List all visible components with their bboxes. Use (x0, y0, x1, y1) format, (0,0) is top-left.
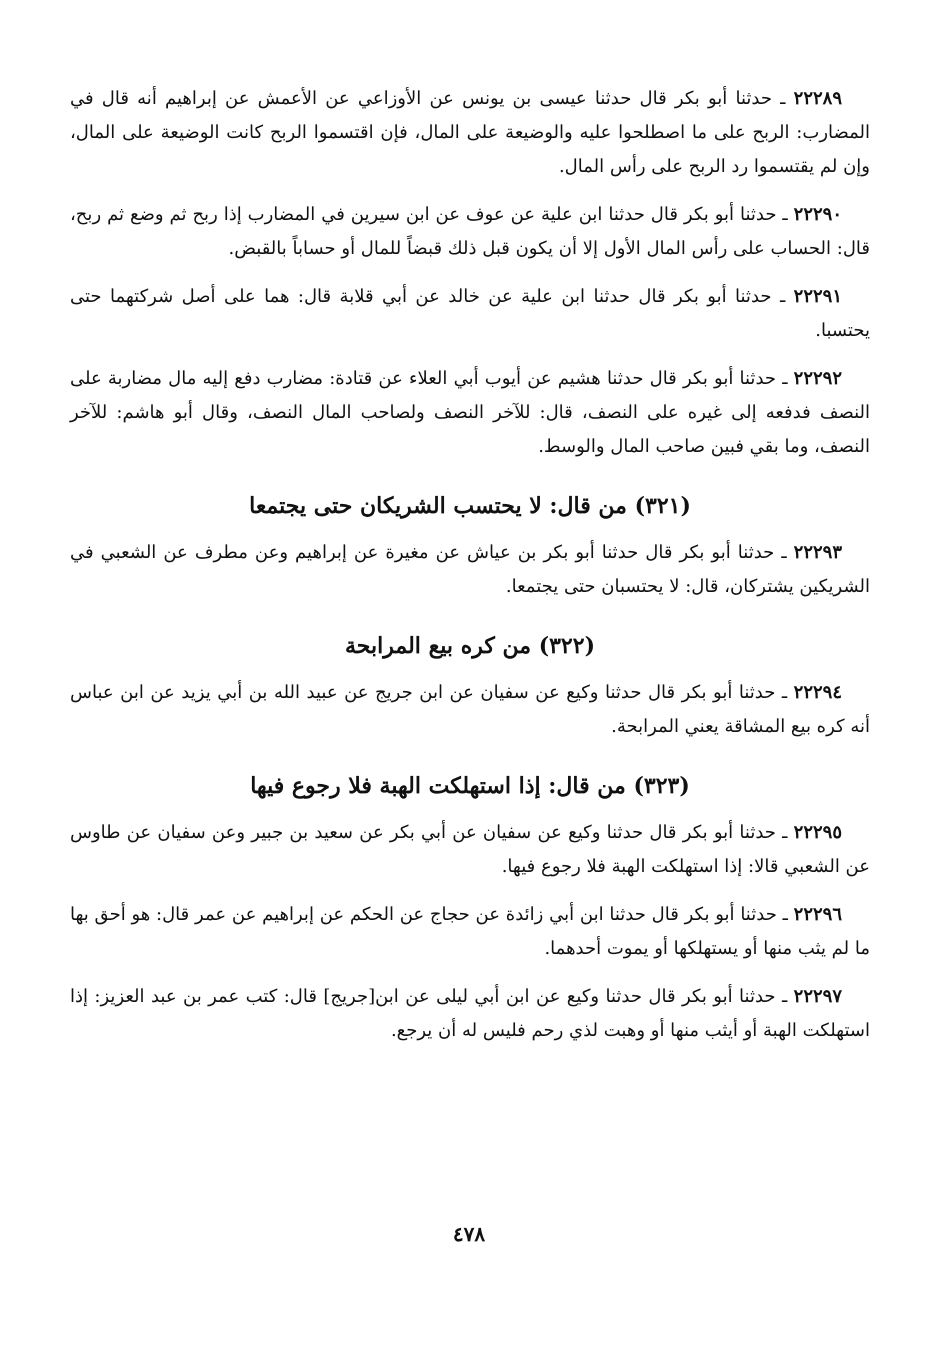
hadith-text: ـ حدثنا أبو بكر قال حدثنا وكيع عن سفيان عن ابن جريج عن عبيد الله بن أبي يزيد عن ابن عباس أنه كره بيع المشاقة يعني المرابحة. (70, 682, 870, 737)
hadith-text: ـ حدثنا أبو بكر قال حدثنا ابن علية عن خالد عن أبي قلابة قال: هما على أصل شركتهما حتى يحتسبا. (70, 286, 870, 341)
hadith-22292 (70, 362, 870, 464)
chapter-heading-322: (٣٢٢) من كره بيع المرابحة (345, 633, 595, 659)
hadith-22293 (70, 536, 870, 604)
hadith-text: ـ حدثنا أبو بكر قال حدثنا أبو بكر بن عياش عن مغيرة عن إبراهيم وعن مطرف عن الشعبي في الشريكين يشتركان، قال: لا يحتسبان حتى يجتمعا. (70, 542, 870, 597)
hadith-22297 (70, 980, 870, 1048)
hadith-text: ـ حدثنا أبو بكر قال حدثنا عيسى بن يونس عن الأوزاعي عن الأعمش عن إبراهيم أنه قال في المضارب: الربح على ما اصطلحوا عليه والوضيعة على المال، فإن اقتسموا الربح كانت الوضيعة على المال، وإن لم يقتسموا رد الربح على رأس المال. (70, 88, 870, 177)
hadith-number: ٢٢٢٩٦ (793, 904, 842, 925)
hadith-number: ٢٢٢٩١ (793, 286, 842, 307)
hadith-22294 (70, 676, 870, 744)
hadith-number: ٢٢٢٩٤ (793, 682, 842, 703)
hadith-22289 (70, 82, 870, 184)
hadith-number: ٢٢٢٩٢ (793, 368, 842, 389)
hadith-22290 (70, 198, 870, 266)
chapter-heading-323: (٣٢٣) من قال: إذا استهلكت الهبة فلا رجوع فيها (250, 773, 690, 799)
hadith-number: ٢٢٢٩٠ (793, 204, 842, 225)
hadith-22295 (70, 816, 870, 884)
hadith-number: ٢٢٢٨٩ (793, 88, 842, 109)
chapter-heading-321: (٣٢١) من قال: لا يحتسب الشريكان حتى يجتمعا (249, 493, 691, 519)
hadith-22291 (70, 280, 870, 348)
hadith-number: ٢٢٢٩٧ (793, 986, 842, 1007)
page-body (70, 82, 870, 1062)
hadith-number: ٢٢٢٩٣ (793, 542, 842, 563)
hadith-number: ٢٢٢٩٥ (793, 822, 842, 843)
page-number: ٤٧٨ (452, 1222, 486, 1246)
hadith-text: ـ حدثنا أبو بكر قال حدثنا ابن علية عن عوف عن ابن سيرين في المضارب إذا ربح ثم وضع ثم ربح، قال: الحساب على رأس المال الأول إلا أن يكون قبل ذلك قبضاً للمال أو حساباً بالقبض. (70, 204, 870, 259)
hadith-22296 (70, 898, 870, 966)
hadith-text: ـ حدثنا أبو بكر قال حدثنا وكيع عن ابن أبي ليلى عن ابن[جريج] قال: كتب عمر بن عبد العزيز: إذا استهلكت الهبة أو أيثب منها أو وهبت لذي رحم فليس له أن يرجع. (70, 986, 870, 1041)
hadith-text: ـ حدثنا أبو بكر قال حدثنا وكيع عن سفيان عن أبي بكر عن سعيد بن جبير وعن سفيان عن طاوس عن الشعبي قالا: إذا استهلكت الهبة فلا رجوع فيها. (70, 822, 870, 877)
hadith-text: ـ حدثنا أبو بكر قال حدثنا هشيم عن أيوب أبي العلاء عن قتادة: مضارب دفع إليه مال مضاربة على النصف فدفعه إلى غيره على النصف، قال: للآخر النصف ولصاحب المال النصف، وقال أبو هاشم: للآخر النصف، وما بقي فبين صاحب المال والوسط. (70, 368, 870, 457)
hadith-text: ـ حدثنا أبو بكر قال حدثنا ابن أبي زائدة عن حجاج عن الحكم عن إبراهيم عن عمر قال: هو أحق بها ما لم يثب منها أو يستهلكها أو يموت أحدهما. (70, 904, 870, 959)
